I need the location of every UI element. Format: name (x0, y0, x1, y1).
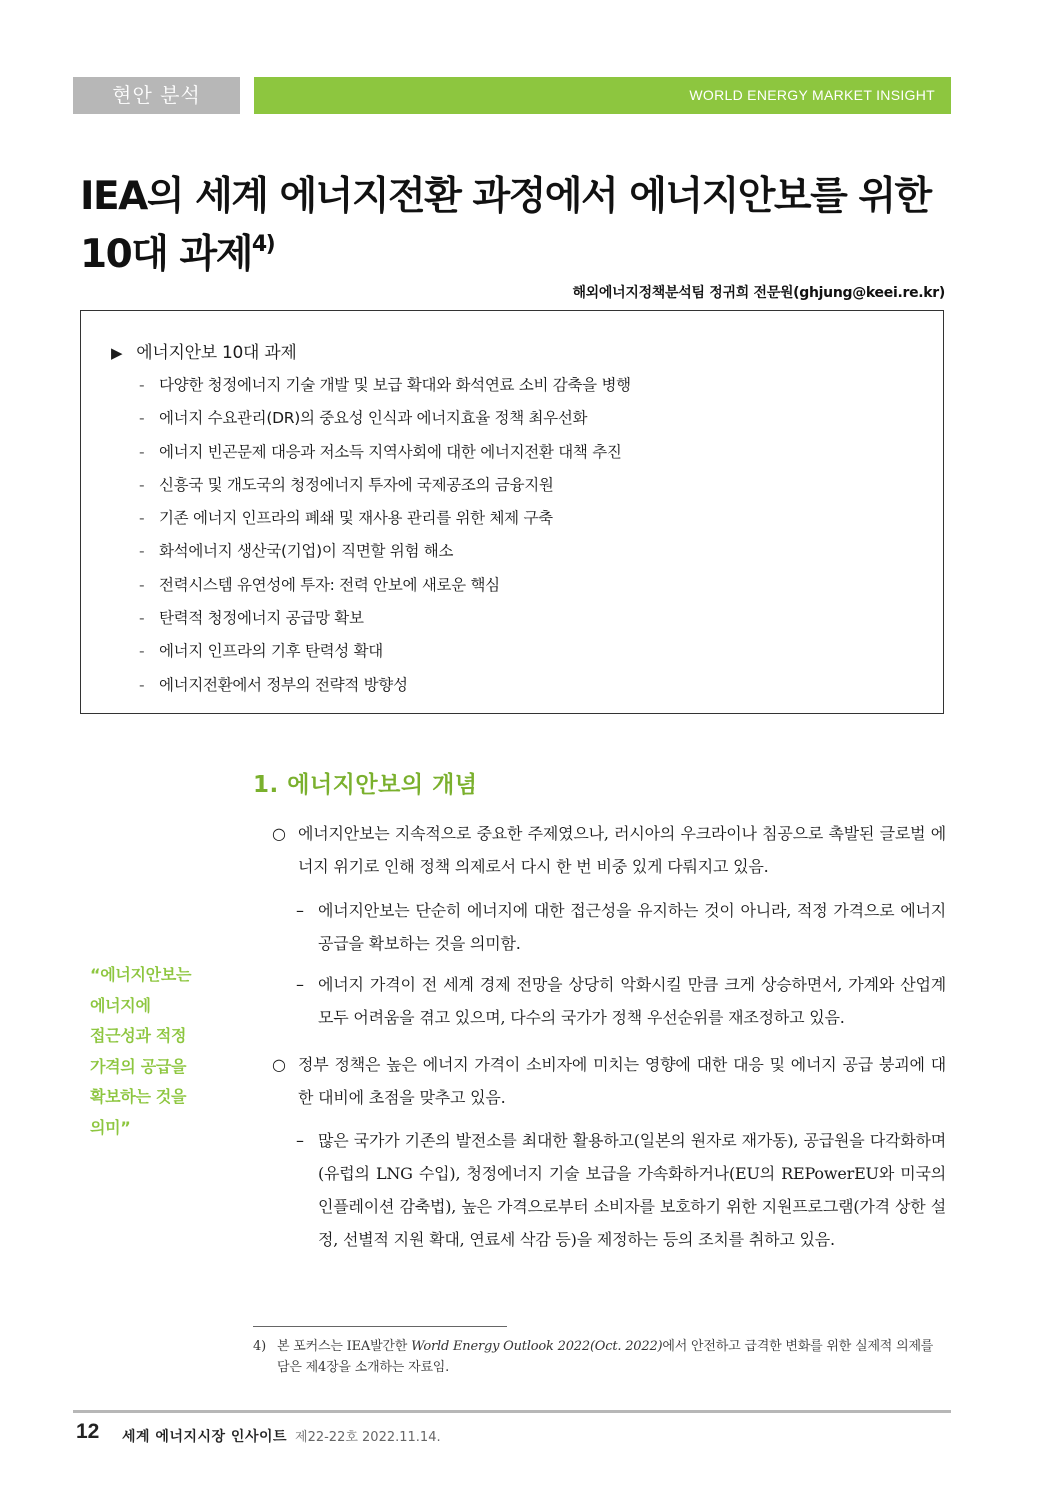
dash-paragraph (296, 1124, 946, 1256)
footnote-body (253, 1336, 945, 1378)
dash-bullet-icon: - (139, 509, 145, 528)
dash-paragraph (296, 968, 946, 1034)
dash-bullet-icon: – (296, 901, 304, 920)
dash-bullet-icon: - (139, 475, 145, 494)
list-item-text: 에너지 인프라의 기후 탄력성 확대 (159, 642, 383, 661)
list-item-text: 탄력적 청정에너지 공급망 확보 (159, 609, 364, 628)
dash-bullet-icon: – (296, 975, 304, 994)
bullet-paragraph (272, 1048, 946, 1114)
bullet-paragraph (272, 817, 946, 883)
list-item-text: 에너지 수요관리(DR)의 중요성 인식과 에너지효율 정책 최우선화 (159, 409, 588, 428)
pull-quote-line: “에너지안보는 (90, 965, 192, 984)
list-item-text: 기존 에너지 인프라의 폐쇄 및 재사용 관리를 위한 체제 구축 (159, 509, 553, 528)
pull-quote-line: 의미” (90, 1117, 131, 1137)
footer-divider (73, 1410, 951, 1413)
paragraph-text: 정부 정책은 높은 에너지 가격이 소비자에 미치는 영향에 대한 대응 및 에너지 공급 붕괴에 대한 대비에 초점을 맞추고 있음. (298, 1055, 946, 1107)
paragraph-text: 에너지안보는 지속적으로 중요한 주제였으나, 러시아의 우크라이나 침공으로 촉발된 글로벌 에너지 위기로 인해 정책 의제로서 다시 한 번 비중 있게 다뤄지고 있음. (298, 824, 946, 876)
list-item (139, 635, 631, 668)
publication-info (122, 1426, 441, 1446)
pull-quote (90, 960, 230, 1143)
list-item (139, 602, 631, 635)
footnote (253, 1336, 945, 1378)
list-item (139, 535, 631, 568)
list-item-text: 다양한 청정에너지 기술 개발 및 보급 확대와 화석연료 소비 감축을 병행 (159, 376, 631, 394)
section-tab: 현안 분석 (73, 77, 240, 114)
title-line-1: IEA의 세계 에너지전환 과정에서 에너지안보를 위한 (80, 174, 931, 219)
list-item (139, 436, 631, 469)
list-item-text: 신흥국 및 개도국의 청정에너지 투자에 국제공조의 금융지원 (159, 475, 554, 494)
triangle-bullet-icon: ▶ (111, 344, 123, 362)
footnote-report-title: World Energy Outlook 2022(Oct. 2022) (411, 1339, 663, 1354)
summary-list (139, 369, 631, 702)
title-line-2 (80, 226, 960, 284)
list-item (139, 369, 631, 402)
list-item (139, 569, 631, 602)
title-line-2-text: 10대 과제 (80, 232, 252, 277)
footnote-divider (253, 1326, 507, 1327)
list-item-text: 에너지전환에서 정부의 전략적 방향성 (159, 675, 408, 694)
paragraph-text: 에너지안보는 단순히 에너지에 대한 접근성을 유지하는 것이 아니라, 적정 가격으로 에너지 공급을 확보하는 것을 의미함. (318, 901, 946, 953)
summary-box (80, 310, 944, 714)
paragraph-text: 에너지 가격이 전 세계 경제 전망을 상당히 악화시킬 만큼 크게 상승하면서, 가계와 산업계 모두 어려움을 겪고 있으며, 다수의 국가가 정책 우선순위를 재조정하고 있음. (318, 975, 946, 1027)
dash-bullet-icon: - (139, 542, 145, 561)
circle-bullet-icon: ○ (272, 824, 286, 843)
page-number: 12 (76, 1420, 100, 1443)
footnote-text-a: 본 포커스는 IEA발간한 (277, 1339, 412, 1354)
title-footnote-ref[interactable]: 4) (251, 232, 275, 257)
list-item (139, 502, 631, 535)
pull-quote-line: 확보하는 것을 (90, 1087, 187, 1106)
dash-bullet-icon: – (296, 1131, 304, 1150)
dash-bullet-icon: - (139, 642, 145, 661)
list-item-text: 에너지 빈곤문제 대응과 저소득 지역사회에 대한 에너지전환 대책 추진 (159, 442, 622, 461)
list-item (139, 669, 631, 702)
page-title (80, 168, 960, 284)
dash-bullet-icon: - (139, 376, 145, 394)
summary-box-heading (111, 338, 296, 363)
pull-quote-line: 가격의 공급을 (90, 1056, 187, 1076)
publication-name: 세계 에너지시장 인사이트 (122, 1429, 288, 1445)
footnote-number: 4) (253, 1339, 266, 1354)
dash-bullet-icon: - (139, 409, 145, 428)
list-item (139, 402, 631, 435)
summary-heading-text: 에너지안보 10대 과제 (136, 343, 297, 363)
dash-bullet-icon: - (139, 442, 145, 461)
author-byline: 해외에너지정책분석팀 정귀희 전문원(ghjung@keei.re.kr) (572, 285, 945, 301)
dash-paragraph (296, 894, 946, 960)
paragraph-text: 많은 국가가 기존의 발전소를 최대한 활용하고(일본의 원자로 재가동), 공급원을 다각화하며(유럽의 LNG 수입), 청정에너지 기술 보급을 가속화하거나(EU의 REPowerEU와 미국의 인플레이션 감축법), 높은 가격으로부터 소비자를 보호하기 위한 지원프로그램(가격 상한 설정, 선별적 지원 확대, 연료세 삭감 등)을 제정하는 등의 조치를 취하고 있음. (318, 1131, 946, 1249)
list-item-text: 전력시스템 유연성에 투자: 전력 안보에 새로운 핵심 (159, 575, 500, 594)
footnote-text-b: 에서 안전하고 급격한 변화를 위한 실제적 의제를 담은 제4장을 소개하는 자료임. (277, 1339, 934, 1375)
dash-bullet-icon: - (139, 609, 145, 628)
dash-bullet-icon: - (139, 675, 145, 694)
issue-info: 제22-22호 2022.11.14. (295, 1430, 441, 1445)
circle-bullet-icon: ○ (272, 1055, 286, 1074)
pull-quote-line: 에너지에 (90, 995, 151, 1015)
dash-bullet-icon: - (139, 575, 145, 594)
pull-quote-line: 접근성과 적정 (90, 1026, 187, 1045)
list-item-text: 화석에너지 생산국(기업)이 직면할 위험 해소 (159, 542, 454, 561)
section-heading: 1. 에너지안보의 개념 (253, 772, 478, 798)
list-item (139, 469, 631, 502)
series-banner: WORLD ENERGY MARKET INSIGHT (254, 77, 951, 114)
